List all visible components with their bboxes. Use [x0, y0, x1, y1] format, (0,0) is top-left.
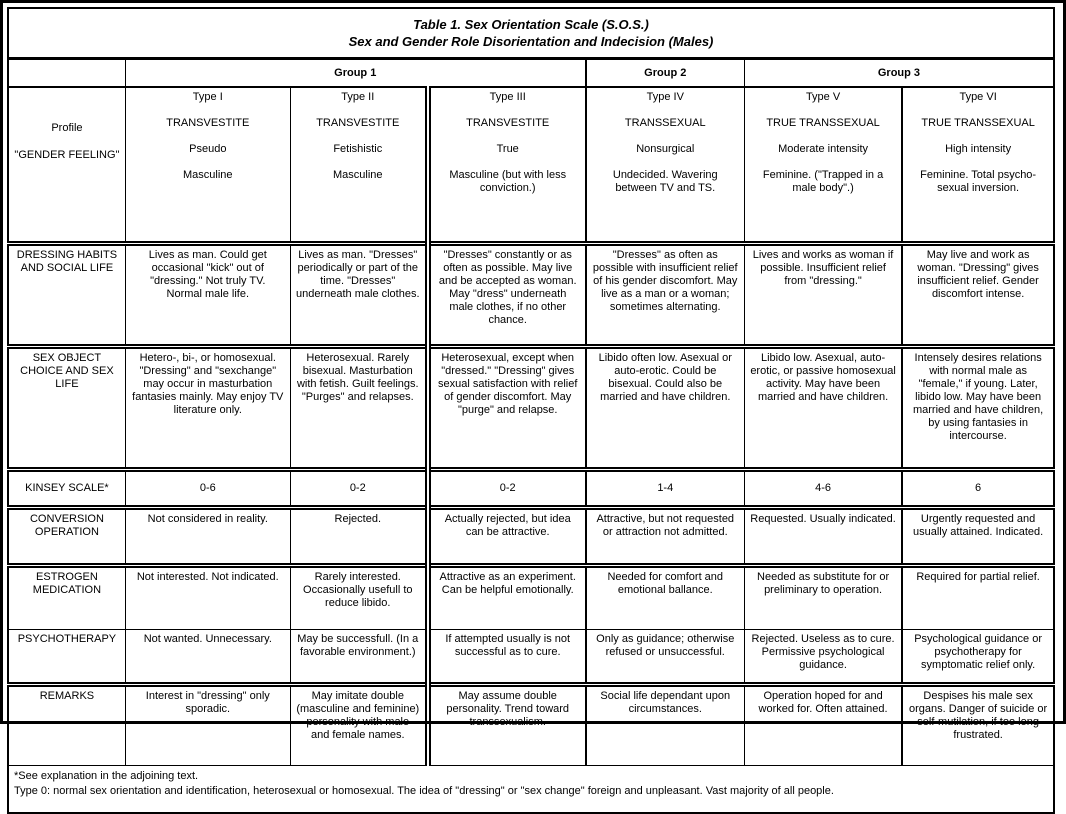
row-label-dressing-habits: DRESSING HABITS AND SOCIAL LIFE [8, 244, 125, 347]
table-row-estrogen-medication [8, 566, 1054, 630]
table-cell: Libido low. Asexual, auto-erotic, or passive homosexual activity. May have been married and have children. [744, 347, 902, 470]
profile-row [8, 87, 1054, 244]
type-name: TRANSVESTITE [316, 117, 400, 129]
table-cell: Lives and works as woman if possible. Insufficient relief from "dressing." [744, 244, 902, 347]
footnote-asterisk: *See explanation in the adjoining text. [14, 770, 199, 782]
table-cell: 1-4 [586, 470, 745, 508]
table-title-line1: Table 1. Sex Orientation Scale (S.O.S.) [413, 17, 649, 32]
table-cell: Required for partial relief. [902, 566, 1054, 630]
table-cell: Not wanted. Unnecessary. [125, 630, 290, 685]
title-row [8, 8, 1054, 59]
table-row-remarks [8, 685, 1054, 766]
table-cell: Heterosexual. Rarely bisexual. Masturbation with fetish. Guilt feelings. "Purges" and relapses. [290, 347, 428, 470]
table-cell: Attractive as an experiment. Can be helpful emotionally. [428, 566, 586, 630]
table-row-conversion-operation [8, 508, 1054, 566]
type-number: Type III [489, 91, 526, 103]
type-feeling: Undecided. Wavering between TV and TS. [612, 169, 718, 194]
table-cell: Only as guidance; otherwise refused or unsuccessful. [586, 630, 745, 685]
table-cell: May assume double personality. Trend toward transsexualism. [428, 685, 586, 766]
table-cell: 0-2 [428, 470, 586, 508]
type-name: TRUE TRANSSEXUAL [766, 117, 880, 129]
row-label-psychotherapy: PSYCHOTHERAPY [8, 630, 125, 685]
sos-table [7, 7, 1055, 814]
type-feeling: Feminine. ("Trapped in a male body".) [762, 169, 884, 194]
profile-cell-type2 [290, 87, 428, 244]
type-name: TRANSVESTITE [466, 117, 550, 129]
corner-cell [8, 59, 125, 88]
footnote-row [8, 766, 1054, 814]
table-cell: 0-2 [290, 470, 428, 508]
table-cell: Lives as man. "Dresses" periodically or part of the time. "Dresses" underneath male clothes. [290, 244, 428, 347]
table-cell: Actually rejected, but idea can be attractive. [428, 508, 586, 566]
type-number: Type I [192, 91, 223, 103]
table-cell: Interest in "dressing" only sporadic. [125, 685, 290, 766]
type-number: Type V [805, 91, 841, 103]
table-cell: Operation hoped for and worked for. Often attained. [744, 685, 902, 766]
table-cell: Libido often low. Asexual or auto-erotic. Could be bisexual. Could also be married and have children. [586, 347, 745, 470]
table-cell: Attractive, but not requested or attraction not admitted. [586, 508, 745, 566]
table-cell: 4-6 [744, 470, 902, 508]
table-cell: Requested. Usually indicated. [744, 508, 902, 566]
table-cell: Needed for comfort and emotional ballance. [586, 566, 745, 630]
profile-label-line2: "GENDER FEELING" [14, 149, 120, 161]
table-cell: Despises his male sex organs. Danger of suicide or self-mutilation, if too long frustrated. [902, 685, 1054, 766]
profile-cell-type6 [902, 87, 1054, 244]
table-cell: Not interested. Not indicated. [125, 566, 290, 630]
profile-cell-type3 [428, 87, 586, 244]
profile-cell-type4 [586, 87, 745, 244]
table-cell: Heterosexual, except when "dressed." "Dressing" gives sexual satisfaction with relief of gender discomfort. May "purge" and relapse. [428, 347, 586, 470]
type-feeling: Feminine. Total psycho-sexual inversion. [920, 169, 1037, 194]
table-cell: 0-6 [125, 470, 290, 508]
type-name: TRANSVESTITE [166, 117, 250, 129]
group-header-row [8, 59, 1054, 88]
table-cell: Rejected. Useless as to cure. Permissive psychological guidance. [744, 630, 902, 685]
table-cell: May be successfull. (In a favorable environment.) [290, 630, 428, 685]
table-row-kinsey-scale [8, 470, 1054, 508]
type-subtype: High intensity [945, 143, 1012, 155]
type-name: TRANSSEXUAL [624, 117, 706, 129]
table-title [8, 8, 1054, 59]
type-feeling: Masculine (but with less conviction.) [449, 169, 567, 194]
profile-cell-type5 [744, 87, 902, 244]
group1-header: Group 1 [125, 59, 585, 88]
type-feeling: Masculine [333, 169, 383, 181]
row-label-remarks: REMARKS [8, 685, 125, 766]
group3-header: Group 3 [744, 59, 1054, 88]
row-label-estrogen-medication: ESTROGEN MEDICATION [8, 566, 125, 630]
table-cell: Social life dependant upon circumstances. [586, 685, 745, 766]
profile-cell-type1 [125, 87, 290, 244]
footnotes [8, 766, 1054, 814]
table-cell: 6 [902, 470, 1054, 508]
table-row-psychotherapy [8, 630, 1054, 685]
type-number: Type II [341, 91, 375, 103]
table-cell: Hetero-, bi-, or homosexual. "Dressing" and "sexchange" may occur in masturbation fantasies mainly. May enjoy TV literature only. [125, 347, 290, 470]
row-label-sex-object-choice: SEX OBJECT CHOICE AND SEX LIFE [8, 347, 125, 470]
footnote-type0: Type 0: normal sex orientation and identification, heterosexual or homosexual. The idea of "dressing" or "sex change" foreign and unpleasant. Vast majority of all people. [14, 785, 834, 797]
table-cell: Intensely desires relations with normal male as "female," if young. Later, libido low. May have been married and have children, by using fantasies in intercourse. [902, 347, 1054, 470]
row-label-profile [8, 87, 125, 244]
type-number: Type IV [646, 91, 684, 103]
table-cell: Urgently requested and usually attained. Indicated. [902, 508, 1054, 566]
row-label-conversion-operation: CONVERSION OPERATION [8, 508, 125, 566]
type-number: Type VI [959, 91, 997, 103]
table-cell: Rejected. [290, 508, 428, 566]
table-title-line2: Sex and Gender Role Disorientation and Indecision (Males) [348, 34, 714, 49]
table-cell: Psychological guidance or psychotherapy for symptomatic relief only. [902, 630, 1054, 685]
table-cell: If attempted usually is not successful as to cure. [428, 630, 586, 685]
table-cell: "Dresses" as often as possible with insufficient relief of his gender discomfort. May live as a man or a woman; sometimes alternating. [586, 244, 745, 347]
table-row-dressing-habits [8, 244, 1054, 347]
profile-label-line1: Profile [51, 122, 83, 134]
group2-header: Group 2 [586, 59, 745, 88]
type-feeling: Masculine [183, 169, 233, 181]
table-cell: Rarely interested. Occasionally usefull to reduce libido. [290, 566, 428, 630]
table-cell: Needed as substitute for or preliminary to operation. [744, 566, 902, 630]
type-subtype: Nonsurgical [636, 143, 695, 155]
type-subtype: Pseudo [189, 143, 227, 155]
table-cell: "Dresses" constantly or as often as possible. May live and be accepted as woman. May "dress" underneath male clothes, if no other chance. [428, 244, 586, 347]
table-cell: Not considered in reality. [125, 508, 290, 566]
row-label-kinsey-scale: KINSEY SCALE* [8, 470, 125, 508]
table-cell: May imitate double (masculine and feminine) personality with male and female names. [290, 685, 428, 766]
table-row-sex-object-choice [8, 347, 1054, 470]
table-cell: Lives as man. Could get occasional "kick" out of "dressing." Not truly TV. Normal male life. [125, 244, 290, 347]
type-subtype: True [496, 143, 519, 155]
type-subtype: Fetishistic [333, 143, 383, 155]
type-name: TRUE TRANSSEXUAL [921, 117, 1035, 129]
table-cell: May live and work as woman. "Dressing" gives insufficient relief. Gender discomfort intense. [902, 244, 1054, 347]
type-subtype: Moderate intensity [778, 143, 869, 155]
